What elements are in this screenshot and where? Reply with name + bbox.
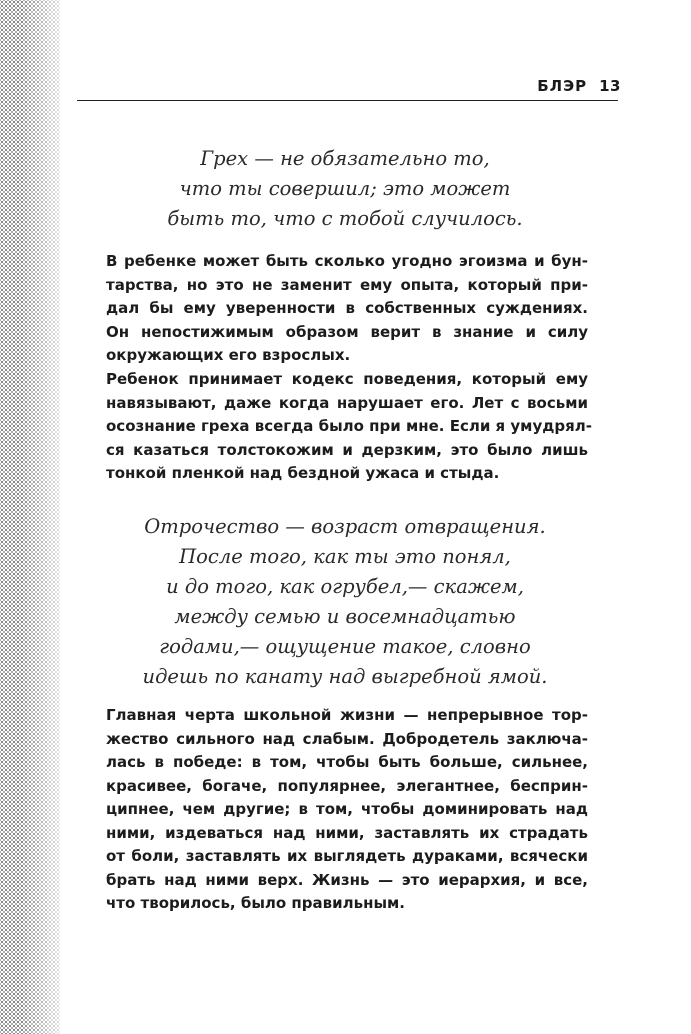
paragraph-line: от боли, заставлять их выглядеть дураками, всячески [106,847,588,865]
epigraph-line: и до того, как огрубел,— скажем, [166,575,524,598]
page-number: 13 [599,77,621,95]
paragraph-line: ся казаться толстокожим и дерзким, это было лишь [106,440,588,459]
page-edge-shading [0,0,60,1034]
epigraph-line: что ты совершил; это может [179,177,511,200]
paragraph-line: красивее, богаче, популярнее, элегантнее, бесприн- [106,776,588,795]
paragraph-line: лась в победе: в том, чтобы быть больше, сильнее, [106,753,588,771]
paragraph-line: Главная черта школьной жизни — непрерывное тор- [106,706,588,724]
running-title: БЛЭР [537,77,588,95]
paragraph-line: дал бы ему уверенности в собственных суждениях. [106,299,588,317]
paragraph-line: брать над ними верх. Жизнь — это иерархия, и все, [106,870,588,889]
paragraph-line: ципнее, чем другие; в том, чтобы доминировать над [106,800,588,818]
paragraph-line: Ребенок принимает кодекс поведения, который ему [106,370,588,388]
paragraph-line: В ребенке может быть сколько угодно эгоизма и бун- [106,252,588,270]
paragraph-line: что творилось, было правильным. [106,894,405,912]
epigraph-line: После того, как ты это понял, [179,545,511,568]
paragraph-line: ними, издеваться над ними, заставлять их страдать [106,823,588,842]
paragraph-line: Он непостижимым образом верит в знание и силу [106,322,588,341]
header-rule [77,100,618,101]
epigraph-line: между семью и восемнадцатью [174,605,516,628]
paragraph-line: тонкой пленкой над бездной ужаса и стыда. [106,464,500,482]
paragraph-code-of-conduct [106,368,592,486]
epigraph-line: Отрочество — возраст отвращения. [144,515,546,538]
paragraph-line: окружающих его взрослых. [106,346,351,364]
epigraph-line: идешь по канату над выгребной ямой. [142,665,548,688]
epigraph-quote-2 [90,512,600,692]
running-header [537,77,621,95]
paragraph-line: жество сильного над слабым. Добродетель заключа- [106,729,588,748]
paragraph-child-egoism [106,250,588,368]
epigraph-line: быть то, что с тобой случилось. [167,207,523,230]
epigraph-line: Грех — не обязательно то, [200,147,490,170]
paragraph-school-life [106,704,588,916]
paragraph-line: осознание греха всегда было при мне. Если я умудрял- [106,417,592,435]
epigraph-quote-1 [90,144,600,234]
epigraph-line: годами,— ощущение такое, словно [159,635,531,658]
paragraph-line: навязывают, даже когда нарушает его. Лет с восьми [106,393,588,412]
paragraph-line: тарства, но это не заменит ему опыта, который при- [106,275,588,294]
